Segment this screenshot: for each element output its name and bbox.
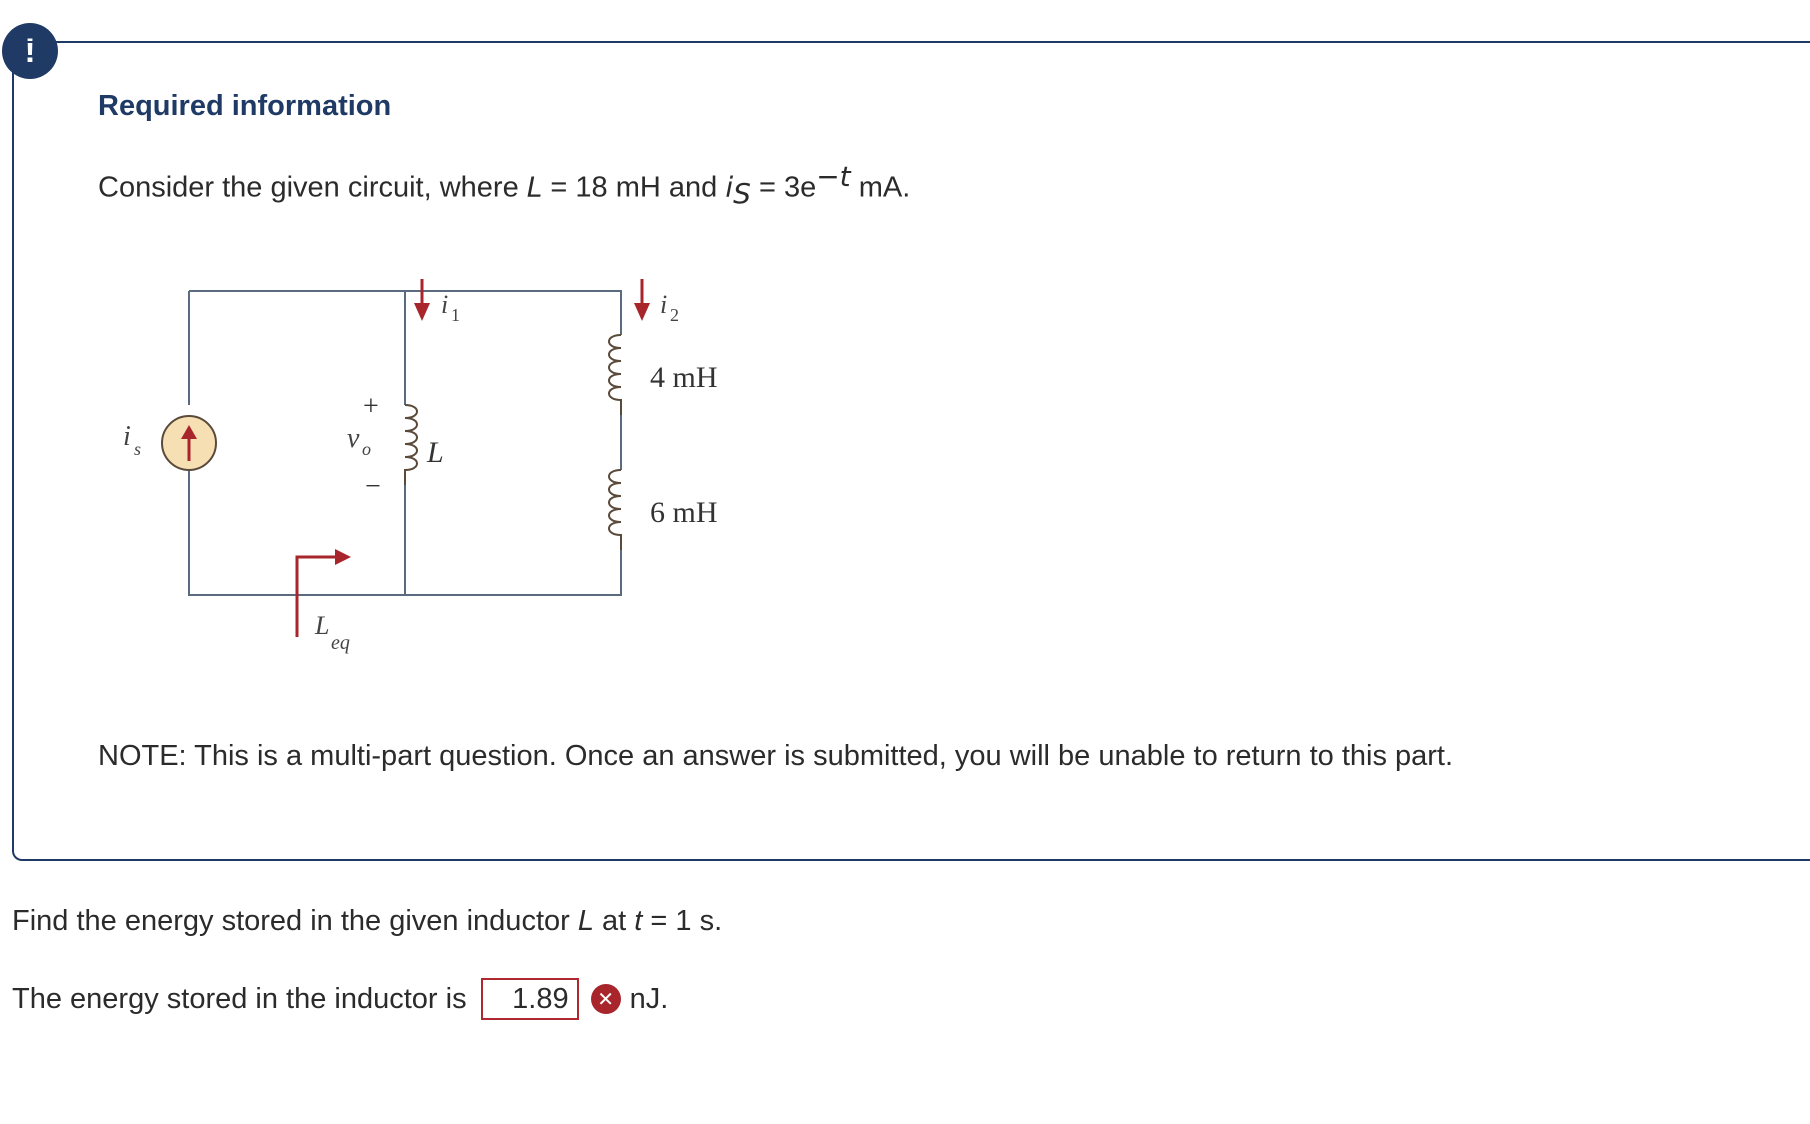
multipart-note: NOTE: This is a multi-part question. Once an answer is submitted, you will be unable to return to this part. (98, 740, 1454, 772)
energy-answer-input[interactable] (481, 978, 579, 1020)
i2-label-sub: 2 (670, 305, 679, 325)
is-label: i (123, 421, 131, 452)
leq-label-sub: eq (331, 632, 350, 654)
question-text (12, 905, 722, 938)
i1-label-sub: 1 (451, 305, 460, 325)
vo-plus: + (363, 391, 379, 422)
required-info-title: Required information (98, 90, 392, 122)
problem-text: Consider the given circuit, where (98, 171, 527, 204)
incorrect-icon: ✕ (591, 984, 621, 1014)
question-L: L (577, 905, 594, 937)
vo-label: v (347, 423, 360, 454)
inductor-L-icon (399, 405, 417, 485)
alert-icon: ! (2, 23, 58, 79)
question-before: Find the energy stored in the given inductor (12, 905, 578, 937)
L-symbol: L (526, 170, 543, 204)
is-label-sub: s (134, 439, 142, 459)
vo-label-sub: o (362, 439, 371, 459)
i1-arrow-icon (414, 279, 430, 321)
question-after: = 1 s. (642, 905, 723, 937)
L-label: L (427, 436, 444, 469)
current-source-icon (162, 405, 216, 470)
is-subscript: S (733, 177, 751, 211)
inductor-4mH-label: 4 mH (650, 361, 718, 394)
vo-minus: − (365, 471, 381, 502)
answer-row (12, 978, 668, 1020)
is-exponent: −t (816, 160, 851, 193)
question-mid: at (593, 905, 635, 937)
problem-statement (98, 160, 910, 210)
inductor-6mH-label: 6 mH (650, 496, 718, 529)
inductor-4mH-icon (609, 335, 629, 415)
L-value: = 18 mH and (542, 171, 726, 204)
i2-label: i (660, 290, 668, 319)
is-symbol: i (725, 170, 734, 204)
answer-unit: nJ. (629, 982, 669, 1015)
is-unit: mA. (850, 171, 911, 204)
i1-label: i (441, 290, 449, 319)
question-t: t (634, 905, 643, 937)
circuit-diagram (115, 275, 755, 675)
is-expression: = 3e (750, 171, 817, 204)
inductor-6mH-icon (609, 470, 629, 550)
leq-label: L (315, 611, 330, 640)
i2-arrow-icon (634, 279, 650, 321)
answer-label: The energy stored in the inductor is (12, 982, 467, 1015)
